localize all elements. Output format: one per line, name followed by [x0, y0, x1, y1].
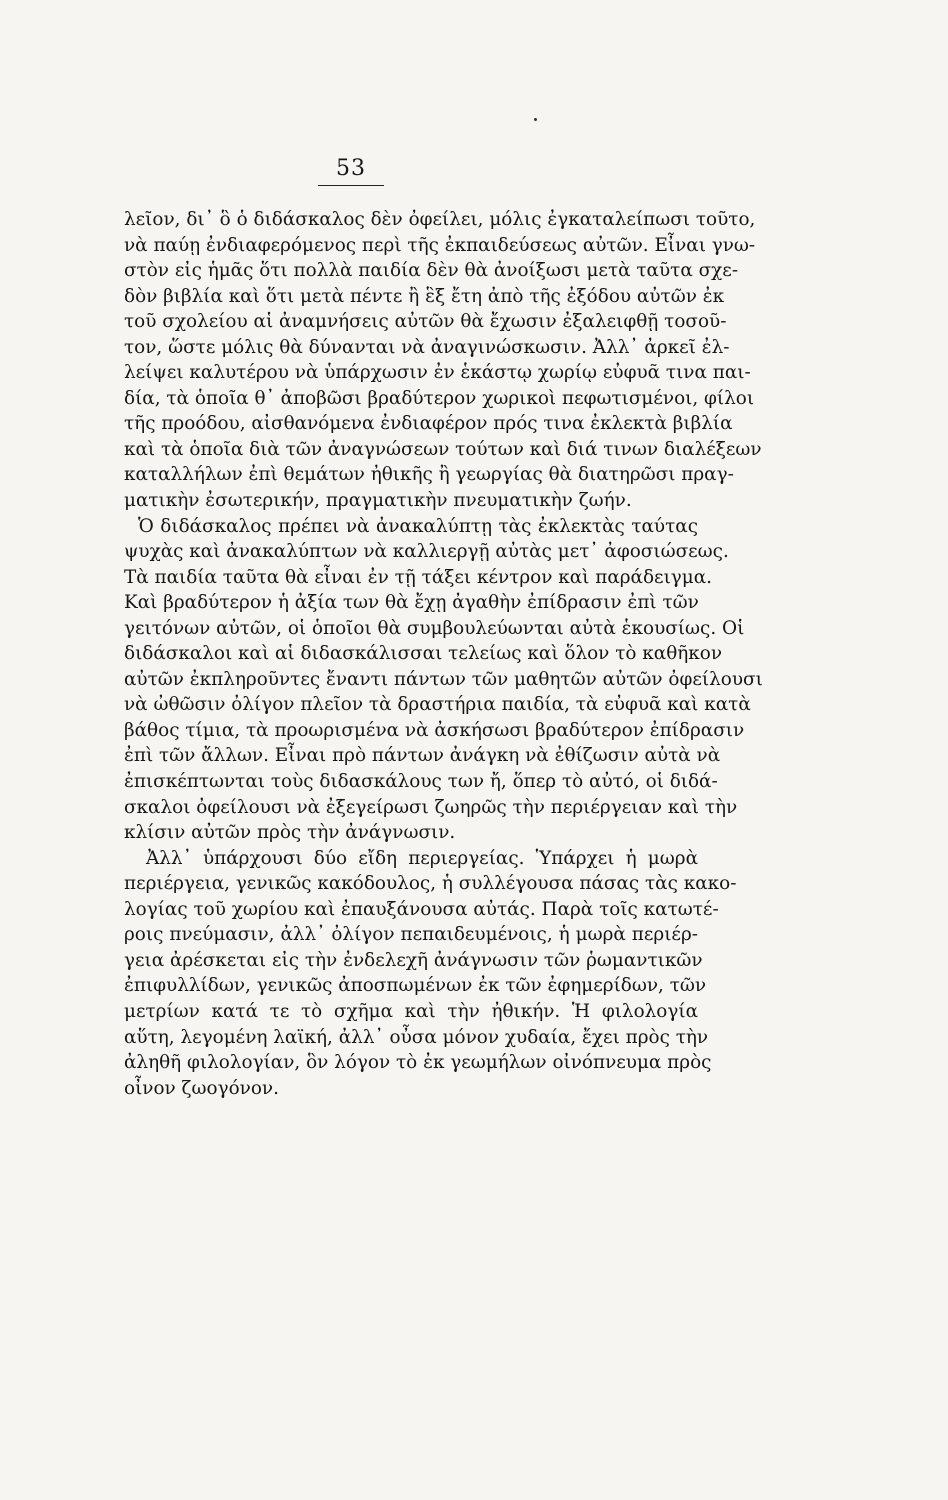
text-line: σκαλοι ὀφείλουσι νὰ ἐξεγείρωσι ζωηρῶς τὴν περιέργειαν καὶ τὴν — [124, 796, 738, 818]
text-line: γεια ἀρέσκεται εἰς τὴν ἐνδελεχῆ ἀνάγνωσιν τῶν ῥωμαντικῶν — [124, 949, 703, 971]
text-line: γειτόνων αὐτῶν, οἱ ὁποῖοι θὰ συμβουλεύωνται αὐτὰ ἑκουσίως. Οἱ — [124, 617, 745, 639]
text-line: βάθος τίμια, τὰ προωρισμένα νὰ ἀσκήσωσι βραδύτερον ἐπίδρασιν — [124, 719, 745, 741]
text-line: δὸν βιβλία καὶ ὅτι μετὰ πέντε ἢ ἓξ ἔτη ἀπὸ τῆς ἐξόδου αὐτῶν ἐκ — [124, 285, 725, 307]
text-line: Ὁ διδάσκαλος πρέπει νὰ ἀνακαλύπτῃ τὰς ἐκλεκτὰς ταύτας — [138, 515, 698, 537]
paragraph-1 — [124, 207, 762, 514]
text-line: ματικὴν ἐσωτερικήν, πραγματικὴν πνευματικὴν ζωήν. — [124, 490, 632, 512]
text-line: λεῖον, δι᾽ ὃ ὁ διδάσκαλος δὲν ὀφείλει, μόλις ἐγκαταλείπωσι τοῦτο, — [124, 209, 756, 230]
text-line: τῆς προόδου, αἰσθανόμενα ἐνδιαφέρον πρός τινα ἐκλεκτὰ βιβλία — [124, 413, 733, 435]
text-line: ἐπὶ τῶν ἄλλων. Εἶναι πρὸ πάντων ἀνάγκη νὰ ἐθίζωσιν αὐτὰ νὰ — [124, 745, 721, 767]
text-line: νὰ ὠθῶσιν ὀλίγον πλεῖον τὰ δραστήρια παιδία, τὰ εὐφυᾶ καὶ κατὰ — [124, 694, 751, 716]
text-line: διδάσκαλοι καὶ αἱ διδασκάλισσαι τελείως καὶ ὅλον τὸ καθῆκον — [124, 643, 723, 665]
text-line: λογίας τοῦ χωρίου καὶ ἐπαυξάνουσα αὐτάς. Παρὰ τοῖς κατωτέ- — [124, 898, 719, 920]
text-line: στὸν εἰς ἡμᾶς ὅτι πολλὰ παιδία δὲν θὰ ἀνοίξωσι μετὰ ταῦτα σχε- — [124, 260, 739, 282]
text-line: ροις πνεύμασιν, ἀλλ᾽ ὀλίγον πεπαιδευμένοις, ἡ μωρὰ περιέρ- — [124, 924, 698, 946]
paragraph-2 — [124, 514, 763, 846]
text-line: περιέργεια, γενικῶς κακόδουλος, ἡ συλλέγουσα πάσας τὰς κακο- — [124, 873, 737, 895]
text-line: δία, τὰ ὁποῖα θ᾽ ἀποβῶσι βραδύτερον χωρικοὶ πεφωτισμένοι, φίλοι — [124, 387, 755, 409]
text-line: καταλλήλων ἐπὶ θεμάτων ἠθικῆς ἢ γεωργίας θὰ διατηρῶσι πραγ- — [124, 464, 734, 486]
text-line: Τὰ παιδία ταῦτα θὰ εἶναι ἐν τῇ τάξει κέντρον καὶ παράδειγμα. — [124, 566, 712, 588]
text-line: νὰ παύῃ ἐνδιαφερόμενος περὶ τῆς ἐκπαιδεύσεως αὐτῶν. Εἶναι γνω- — [124, 234, 756, 256]
text-line: οἶνον ζωογόνον. — [124, 1077, 279, 1099]
text-line: Καὶ βραδύτερον ἡ ἀξία των θὰ ἔχῃ ἀγαθὴν ἐπίδρασιν ἐπὶ τῶν — [124, 592, 699, 614]
text-line: ἐπιφυλλίδων, γενικῶς ἀποσπωμένων ἐκ τῶν ἐφημερίδων, τῶν — [124, 975, 707, 997]
text-line: ἐπισκέπτωνται τοὺς διδασκάλους των ἤ, ὅπερ τὸ αὐτό, οἱ διδά- — [124, 771, 718, 793]
page-number: 53 — [336, 156, 366, 181]
text-line: αὕτη, λεγομένη λαϊκή, ἀλλ᾽ οὖσα μόνον χυδαία, ἔχει πρὸς τὴν — [124, 1026, 709, 1048]
text-line: Ἀλλ᾽ ὑπάρχουσι δύο εἴδη περιεργείας. Ὑπάρχει ἡ μωρὰ — [146, 847, 698, 869]
paragraph-3 — [124, 846, 737, 1101]
text-line: λείψει καλυτέρου νὰ ὑπάρχωσιν ἐν ἑκάστῳ χωρίῳ εὐφυᾶ τινα παι- — [124, 362, 751, 384]
text-line: καὶ τὰ ὁποῖα διὰ τῶν ἀναγνώσεων τούτων καὶ διά τινων διαλέξεων — [124, 438, 762, 460]
page-number-rule — [318, 185, 384, 186]
text-line: τοῦ σχολείου αἱ ἀναμνήσεις αὐτῶν θὰ ἔχωσιν ἐξαλειφθῇ τοσοῦ- — [124, 311, 727, 333]
text-line: αὐτῶν ἐκπληροῦντες ἔναντι πάντων τῶν μαθητῶν αὐτῶν ὀφείλουσι — [124, 668, 763, 690]
body-text — [124, 207, 763, 1101]
text-line: τον, ὥστε μόλις θὰ δύνανται νὰ ἀναγινώσκωσιν. Ἀλλ᾽ ἀρκεῖ ἐλ- — [124, 336, 730, 358]
speck-mark — [534, 118, 537, 121]
text-line: μετρίων κατά τε τὸ σχῆμα καὶ τὴν ἠθικήν. Ἡ φιλολογία — [124, 1000, 698, 1022]
text-line: ἀληθῆ φιλολογίαν, ὃν λόγον τὸ ἐκ γεωμήλων οἰνόπνευμα πρὸς — [124, 1052, 712, 1074]
text-line: κλίσιν αὐτῶν πρὸς τὴν ἀνάγνωσιν. — [124, 822, 456, 844]
text-line: ψυχὰς καὶ ἀνακαλύπτων νὰ καλλιεργῇ αὐτὰς μετ᾽ ἀφοσιώσεως. — [124, 541, 729, 563]
